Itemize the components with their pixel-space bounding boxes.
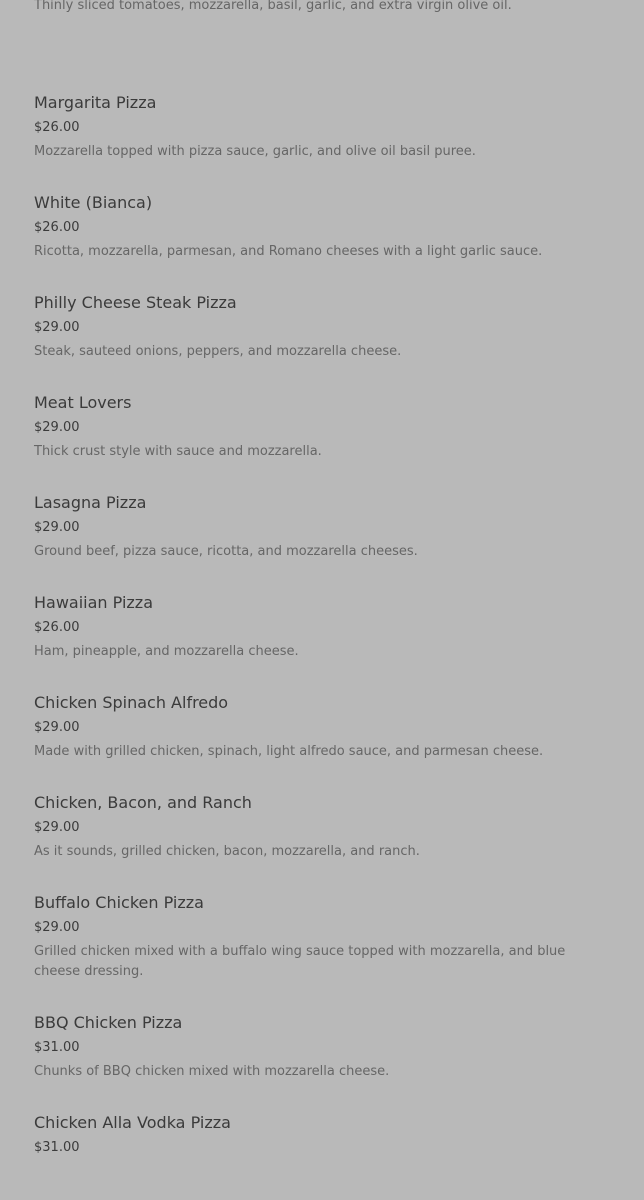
item-name: Margarita Pizza bbox=[34, 93, 157, 112]
item-description: Ground beef, pizza sauce, ricotta, and mozzarella cheeses. bbox=[34, 544, 418, 559]
item-name: Chicken Spinach Alfredo bbox=[34, 693, 229, 712]
menu-item[interactable] bbox=[34, 480, 610, 580]
menu-item[interactable] bbox=[34, 1100, 610, 1200]
menu-item[interactable] bbox=[34, 880, 610, 1000]
item-description: Ricotta, mozzarella, parmesan, and Romano cheeses with a light garlic sauce. bbox=[34, 244, 543, 259]
item-price: $31.00 bbox=[34, 1140, 80, 1155]
item-name: Hawaiian Pizza bbox=[34, 593, 153, 612]
menu-item[interactable] bbox=[34, 1000, 610, 1100]
item-description: Chunks of BBQ chicken mixed with mozzarella cheese. bbox=[34, 1064, 390, 1079]
item-description: As it sounds, grilled chicken, bacon, mozzarella, and ranch. bbox=[34, 844, 420, 859]
menu-item[interactable] bbox=[34, 580, 610, 680]
item-description: Ham, pineapple, and mozzarella cheese. bbox=[34, 644, 299, 659]
item-name: Lasagna Pizza bbox=[34, 493, 147, 512]
item-description: Thick crust style with sauce and mozzarella. bbox=[34, 444, 322, 459]
item-name: White (Bianca) bbox=[34, 193, 153, 212]
menu-item[interactable] bbox=[34, 180, 610, 280]
item-name: Chicken Alla Vodka Pizza bbox=[34, 1113, 231, 1132]
menu-list bbox=[34, 0, 610, 1200]
item-price: $29.00 bbox=[34, 320, 80, 335]
item-description: Thinly sliced tomatoes, mozzarella, basil, garlic, and extra virgin olive oil. bbox=[34, 0, 512, 13]
menu-item[interactable] bbox=[34, 780, 610, 880]
item-price: $29.00 bbox=[34, 820, 80, 835]
item-description: Made with grilled chicken, spinach, light alfredo sauce, and parmesan cheese. bbox=[34, 744, 544, 759]
item-price: $29.00 bbox=[34, 520, 80, 535]
item-price: $26.00 bbox=[34, 220, 80, 235]
menu-item[interactable] bbox=[34, 80, 610, 180]
item-name: Meat Lovers bbox=[34, 393, 132, 412]
item-description: Steak, sauteed onions, peppers, and mozzarella cheese. bbox=[34, 344, 402, 359]
menu-item[interactable] bbox=[34, 380, 610, 480]
item-name: Buffalo Chicken Pizza bbox=[34, 893, 204, 912]
item-price: $29.00 bbox=[34, 920, 80, 935]
item-name: Chicken, Bacon, and Ranch bbox=[34, 793, 252, 812]
item-price: $31.00 bbox=[34, 1040, 80, 1055]
menu-item[interactable] bbox=[34, 680, 610, 780]
menu-item[interactable] bbox=[34, 280, 610, 380]
item-price: $26.00 bbox=[34, 120, 80, 135]
item-price: $26.00 bbox=[34, 620, 80, 635]
item-price: $29.00 bbox=[34, 720, 80, 735]
menu-item[interactable] bbox=[34, 0, 610, 80]
item-name: BBQ Chicken Pizza bbox=[34, 1013, 183, 1032]
item-price: $29.00 bbox=[34, 420, 80, 435]
item-description: Grilled chicken mixed with a buffalo wing sauce topped with mozzarella, and blue cheese dressing. bbox=[34, 944, 566, 979]
item-description: Mozzarella topped with pizza sauce, garlic, and olive oil basil puree. bbox=[34, 144, 476, 159]
item-name: Philly Cheese Steak Pizza bbox=[34, 293, 237, 312]
